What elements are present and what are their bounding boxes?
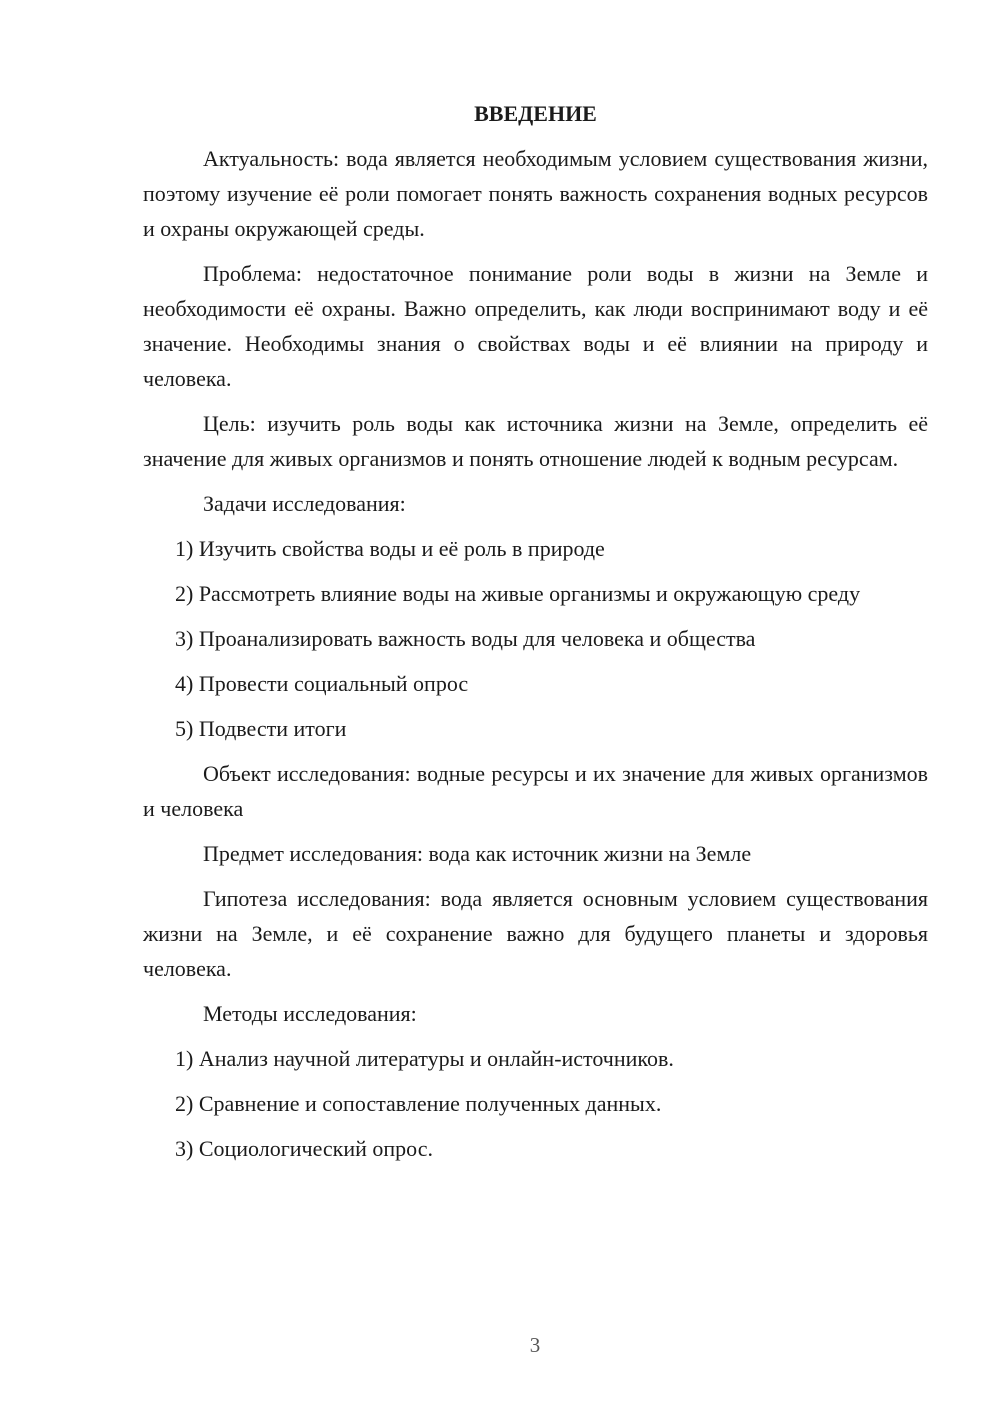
- page-content: [143, 96, 928, 1166]
- list-item: 2) Сравнение и сопоставление полученных данных.: [175, 1091, 662, 1116]
- list-item: 1) Анализ научной литературы и онлайн-источников.: [175, 1046, 674, 1071]
- list-item: 3) Социологический опрос.: [175, 1136, 433, 1161]
- methods-list: [143, 1041, 928, 1166]
- hypothesis-paragraph: Гипотеза исследования: вода является основным условием существования жизни на Земле, и её сохранение важно для будущего планеты и здоровья человека.: [143, 886, 928, 981]
- page-number: 3: [529, 1333, 541, 1357]
- tasks-heading: Задачи исследования:: [203, 491, 406, 516]
- page-title: ВВЕДЕНИЕ: [474, 101, 597, 126]
- subject-paragraph: Предмет исследования: вода как источник жизни на Земле: [203, 841, 752, 866]
- goal-paragraph: Цель: изучить роль воды как источника жизни на Земле, определить её значение для живых организмов и понять отношение людей к водным ресурсам.: [143, 411, 928, 471]
- problem-paragraph: Проблема: недостаточное понимание роли воды в жизни на Земле и необходимости её охраны. Важно определить, как люди воспринимают воду и её значение. Необходимы знания о свойствах воды и её влиянии на природу и человека.: [143, 261, 928, 391]
- tasks-list: [143, 531, 928, 746]
- list-item: 3) Проанализировать важность воды для человека и общества: [175, 626, 756, 651]
- list-item: 2) Рассмотреть влияние воды на живые организмы и окружающую среду: [175, 581, 861, 606]
- list-item: 5) Подвести итоги: [175, 716, 347, 741]
- list-item: 1) Изучить свойства воды и её роль в природе: [175, 536, 605, 561]
- object-paragraph: Объект исследования: водные ресурсы и их значение для живых организмов и человека: [143, 761, 928, 821]
- list-item: 4) Провести социальный опрос: [175, 671, 469, 696]
- relevance-paragraph: Актуальность: вода является необходимым условием существования жизни, поэтому изучение её роли помогает понять важность сохранения водных ресурсов и охраны окружающей среды.: [143, 146, 928, 241]
- methods-heading: Методы исследования:: [203, 1001, 417, 1026]
